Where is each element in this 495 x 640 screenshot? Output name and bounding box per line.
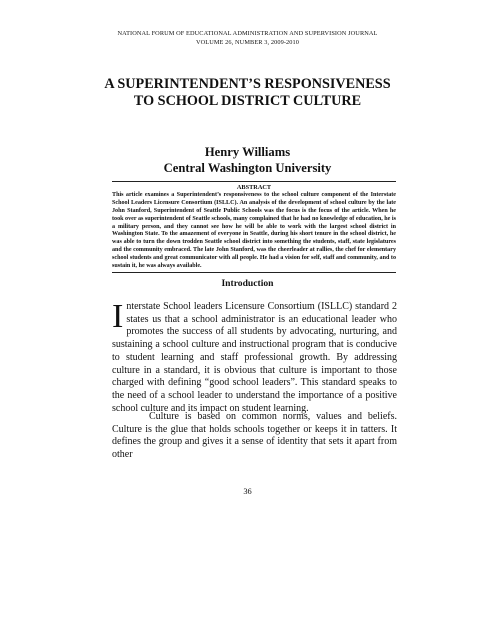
abstract-heading: ABSTRACT [236, 184, 272, 191]
article-title-line-1: A SUPERINTENDENT’S RESPONSIVENESS [104, 76, 391, 92]
abstract-box [112, 181, 396, 273]
page-number: 36 [243, 487, 252, 496]
journal-header [0, 30, 495, 47]
journal-name: NATIONAL FORUM OF EDUCATIONAL ADMINISTRATION AND SUPERVISION JOURNAL [117, 30, 378, 37]
author-name: Henry Williams [204, 145, 291, 159]
author-block [0, 144, 495, 176]
article-title-line-2: TO SCHOOL DISTRICT CULTURE [133, 93, 362, 109]
introduction-paragraph-2: Culture is based on common norms, values and beliefs. Culture is the glue that holds schools together or keeps it in tatters. It defines the group and gives it a sense of identity that sets it apart from other [112, 411, 397, 461]
paragraph-1-text: nterstate School leaders Licensure Consortium (ISLLC) standard 2 states us that a school administrator is an educational leader who promotes the success of all students by advocating, nurturing, and sustaining a school culture and instructional program that is conducive to student learning and staff professional growth. By addressing culture in a standard, it is obvious that culture is important to those charged with defining “good school leaders”. This standard speaks to the need of a school leader to understand the importance of a positive school culture and its impact on student learning. [112, 301, 397, 414]
introduction-heading: Introduction [221, 278, 274, 289]
article-title [0, 76, 495, 110]
drop-cap: I [112, 298, 124, 335]
journal-volume: VOLUME 26, NUMBER 3, 2009-2010 [195, 38, 300, 46]
author-affiliation: Central Washington University [163, 161, 332, 175]
abstract-text: This article examines a Superintendent’s responsiveness to the school culture component of the Interstate School Leaders Licensure Consortium (ISLLC). An analysis of the development of school culture by the late John Stanford, Superintendent of Seattle Public Schools was the focus is the focus of the article. When he took over as superintendent of Seattle schools, many complained that he had no knowledge of education, he is a military person, and they cannot see how he will be able to work with the largest school district in Washington State. To the amazement of everyone in Seattle, during his short tenure in the school district, he was able to turn the down trodden Seattle school district into something the students, staff, state legislatures and the community embraced. The late John Stanford, was the cheerleader at rallies, the chef for elementary school students and great communicator with all people. He had a vision for self, staff and community, and to sustain it, he was always available. [112, 191, 396, 270]
introduction-paragraph-1 [112, 298, 397, 415]
